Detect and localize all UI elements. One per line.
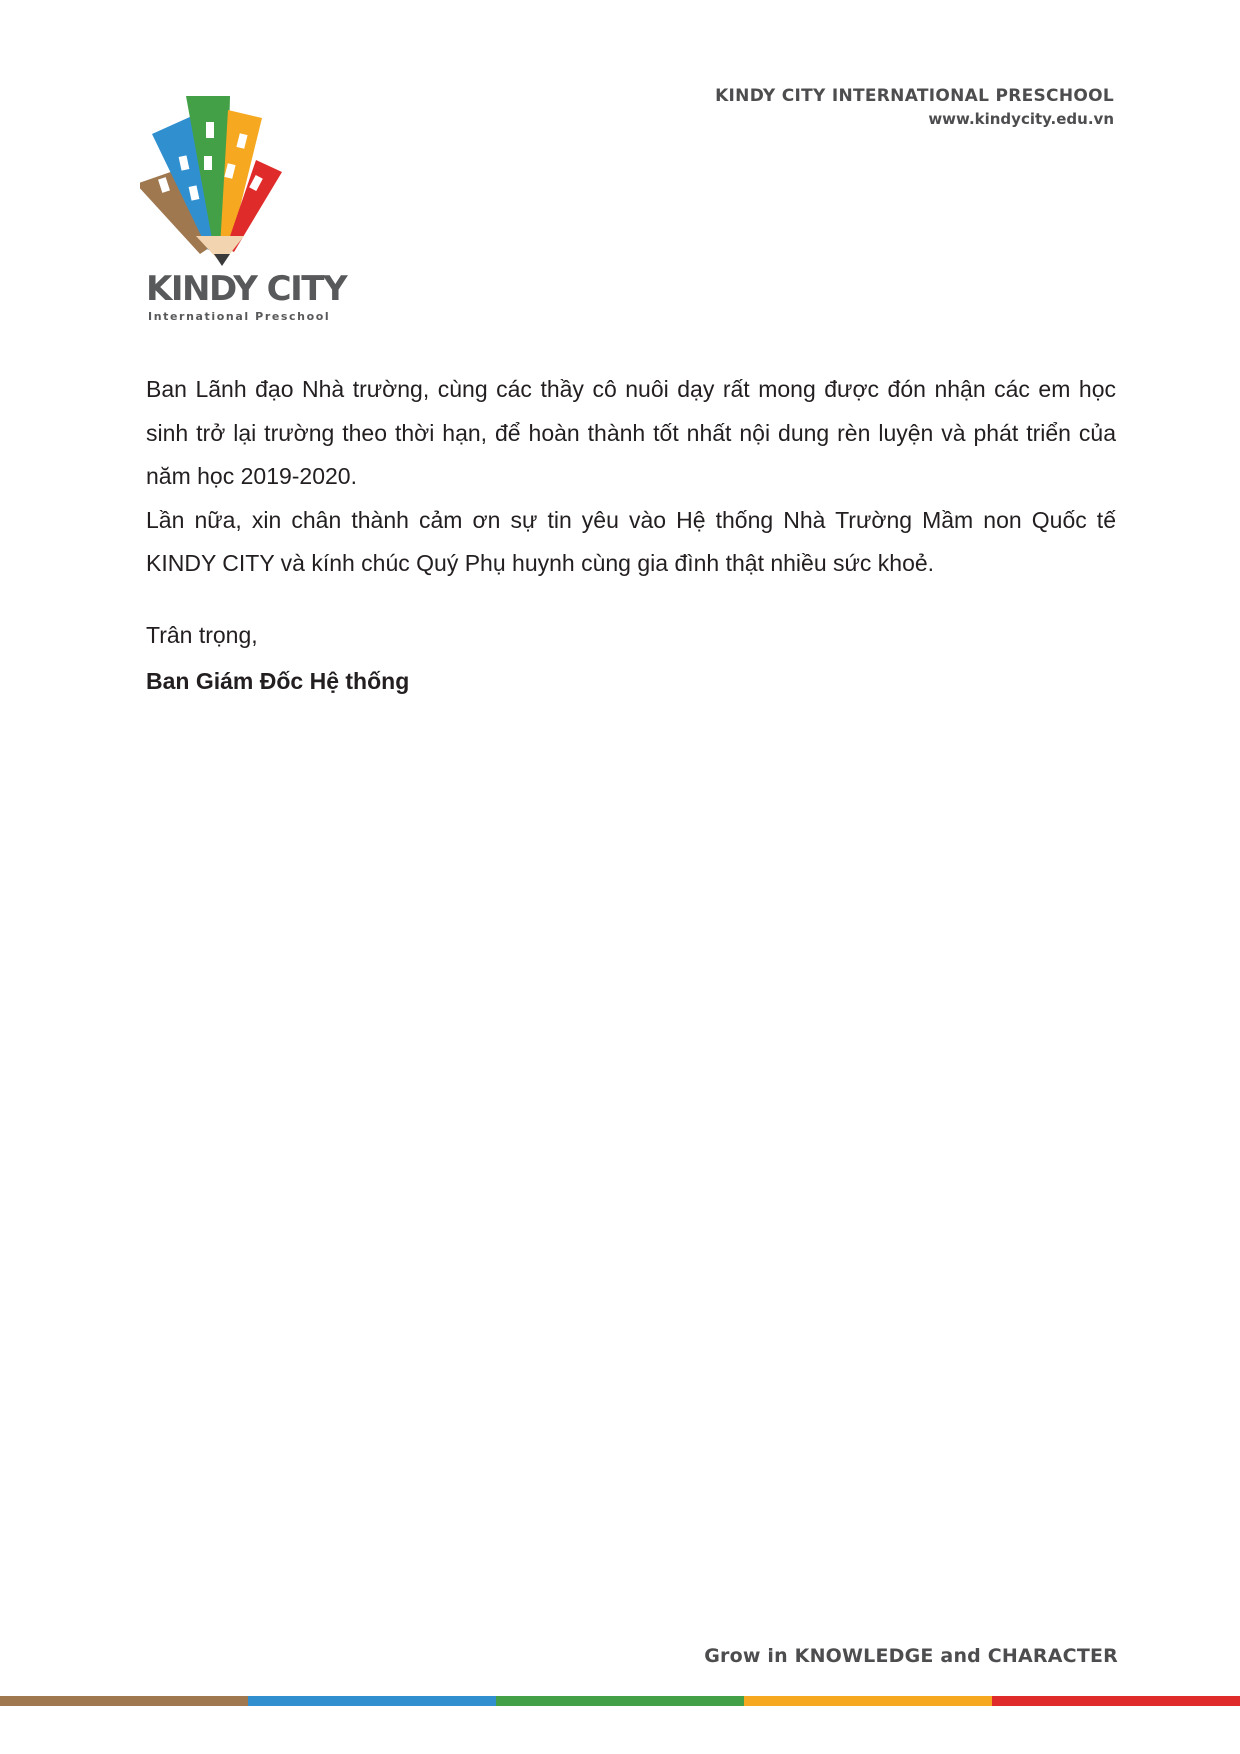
footer-bar-segment	[744, 1696, 992, 1706]
pencil-buildings-icon	[140, 88, 320, 278]
letter-signature: Ban Giám Đốc Hệ thống	[146, 668, 410, 694]
letter-paragraph: Lần nữa, xin chân thành cảm ơn sự tin yêu vào Hệ thống Nhà Trường Mầm non Quốc tế KINDY CITY và kính chúc Quý Phụ huynh cùng gia đình thật nhiều sức khoẻ.	[146, 506, 1116, 576]
footer-slogan: Grow in KNOWLEDGE and CHARACTER	[704, 1645, 1118, 1667]
footer-bar-segment	[992, 1696, 1240, 1706]
kindy-city-logo	[140, 88, 347, 328]
logo-subtitle: International Preschool	[148, 310, 331, 323]
footer-bar-segment	[496, 1696, 744, 1706]
footer-bar-segment	[0, 1696, 248, 1706]
letter-paragraph: Ban Lãnh đạo Nhà trường, cùng các thầy cô nuôi dạy rất mong được đón nhận các em học sinh trở lại trường theo thời hạn, để hoàn thành tốt nhất nội dung rèn luyện và phát triển của năm học 2019-2020.	[146, 376, 1116, 489]
footer-color-bar	[0, 1696, 1240, 1706]
school-website: www.kindycity.edu.vn	[928, 110, 1114, 128]
letterhead	[715, 86, 1114, 128]
letter-closing: Trân trọng,	[146, 622, 258, 648]
logo-wordmark: KINDY CITY	[146, 269, 347, 309]
footer-bar-segment	[248, 1696, 496, 1706]
letter-body	[146, 368, 1116, 586]
school-name: KINDY CITY INTERNATIONAL PRESCHOOL	[715, 86, 1114, 106]
